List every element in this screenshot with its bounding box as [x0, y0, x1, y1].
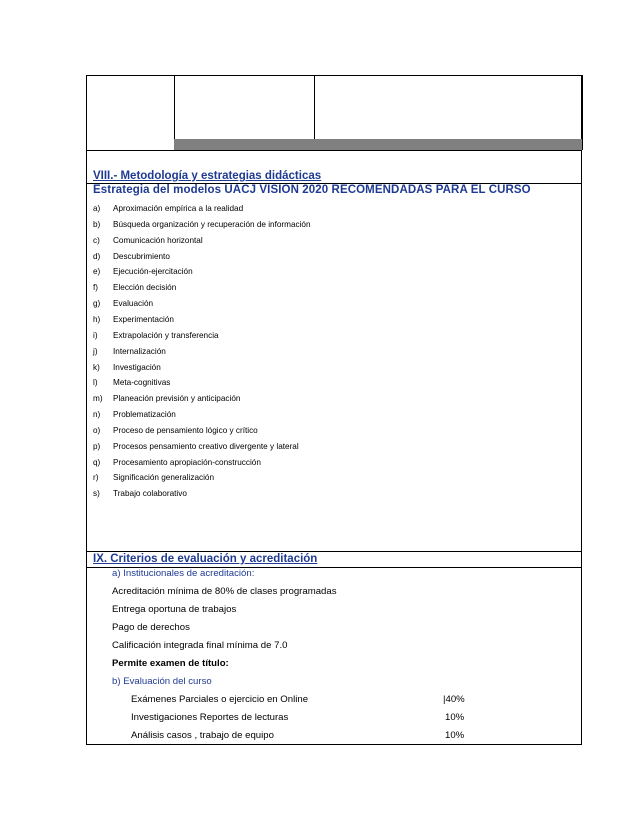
strategy-item-text: Proceso de pensamiento lógico y crítico [113, 425, 258, 435]
row-divider [86, 551, 582, 552]
evaluacion-percentage: 10% [445, 730, 465, 741]
strategy-item-letter: l) [93, 378, 98, 388]
acreditacion-item: Acreditación mínima de 80% de clases programadas [112, 586, 337, 597]
section-9-title: IX. Criterios de evaluación y acreditación [93, 553, 318, 565]
strategy-item-letter: m) [93, 394, 103, 404]
evaluacion-percentage: 10% [445, 712, 465, 723]
strategy-item-letter: d) [93, 251, 101, 261]
strategy-item-text: Descubrimiento [113, 251, 170, 261]
strategy-item [93, 219, 311, 231]
strategy-item-text: Experimentación [113, 314, 174, 324]
strategy-item [93, 346, 166, 358]
section-8-subtitle: Estrategia del modelos UACJ VISION 2020 RECOMENDADAS PARA EL CURSO [93, 184, 531, 196]
strategy-item [93, 457, 261, 469]
evaluacion-percentage: |40% [443, 694, 465, 705]
strategy-item-letter: r) [93, 473, 99, 483]
strategy-item-text: Ejecución-ejercitación [113, 267, 193, 277]
strategy-item-text: Internalización [113, 346, 166, 356]
strategy-item [93, 488, 187, 500]
strategy-item-text: Procesamiento apropiación-construcción [113, 457, 261, 467]
strategy-item-text: Trabajo colaborativo [113, 489, 187, 499]
acreditacion-item: Calificación integrada final mínima de 7.0 [112, 640, 288, 651]
strategy-item [93, 266, 193, 278]
strategy-item-text: Procesos pensamiento creativo divergente y lateral [113, 441, 299, 451]
strategy-item [93, 393, 240, 405]
strategy-item [93, 203, 243, 215]
strategy-item [93, 251, 170, 263]
evaluacion-item: Análisis casos , trabajo de equipo [131, 730, 274, 741]
strategy-item [93, 282, 176, 294]
strategy-item-text: Aproximación empírica a la realidad [113, 204, 244, 213]
strategy-item-text: Extrapolación y transferencia [113, 330, 219, 340]
evaluacion-item: Exámenes Parciales o ejercicio en Online [131, 694, 309, 705]
strategy-item-text: Evaluación [113, 299, 154, 309]
header-shaded-band [174, 139, 582, 150]
strategy-item-letter: q) [93, 457, 101, 467]
acreditacion-item: Pago de derechos [112, 622, 190, 633]
strategy-item [93, 425, 258, 437]
evaluacion-item: Investigaciones Reportes de lecturas [131, 712, 289, 723]
evaluacion-heading: b) Evaluación del curso [112, 676, 212, 687]
strategy-item [93, 314, 174, 326]
strategy-item [93, 330, 219, 342]
strategy-item [93, 409, 176, 421]
strategy-item-text: Meta-cognitivas [113, 378, 171, 388]
strategy-item-letter: b) [93, 219, 101, 229]
strategy-item-letter: i) [93, 330, 98, 340]
strategy-item-text: Significación generalización [113, 473, 215, 483]
strategy-item-letter: c) [93, 235, 100, 245]
strategy-item-letter: j) [93, 346, 98, 356]
strategy-item-text: Planeación previsión y anticipación [113, 394, 241, 404]
strategy-item-text: Elección decisión [113, 283, 177, 293]
strategy-item-letter: k) [93, 362, 100, 372]
acreditacion-item: Entrega oportuna de trabajos [112, 604, 237, 615]
strategy-item-letter: e) [93, 267, 101, 277]
strategy-item-text: Comunicación horizontal [113, 235, 203, 245]
strategy-item-letter: n) [93, 410, 101, 420]
strategy-item-letter: f) [93, 283, 99, 293]
strategy-item [93, 441, 299, 453]
table-divider [582, 75, 583, 150]
strategy-item [93, 298, 153, 310]
strategy-item [93, 377, 170, 389]
examen-titulo-label: Permite examen de título: [112, 658, 229, 669]
strategy-item-letter: a) [93, 204, 101, 213]
strategy-item-text: Búsqueda organización y recuperación de información [113, 219, 311, 229]
strategy-item-letter: p) [93, 441, 101, 451]
strategy-item [93, 235, 203, 247]
strategy-item [93, 362, 161, 374]
strategy-item-text: Investigación [113, 362, 161, 372]
strategy-item-letter: g) [93, 299, 101, 309]
strategy-item-letter: o) [93, 425, 101, 435]
strategy-item-text: Problematización [113, 410, 176, 420]
section-8-title: VIII.- Metodología y estrategias didácticas [93, 170, 322, 182]
strategy-item-letter: s) [93, 489, 100, 499]
row-divider [86, 150, 582, 151]
strategy-item [93, 472, 214, 484]
acreditacion-heading: a) Institucionales de acreditación: [112, 568, 255, 579]
strategy-item-letter: h) [93, 314, 101, 324]
